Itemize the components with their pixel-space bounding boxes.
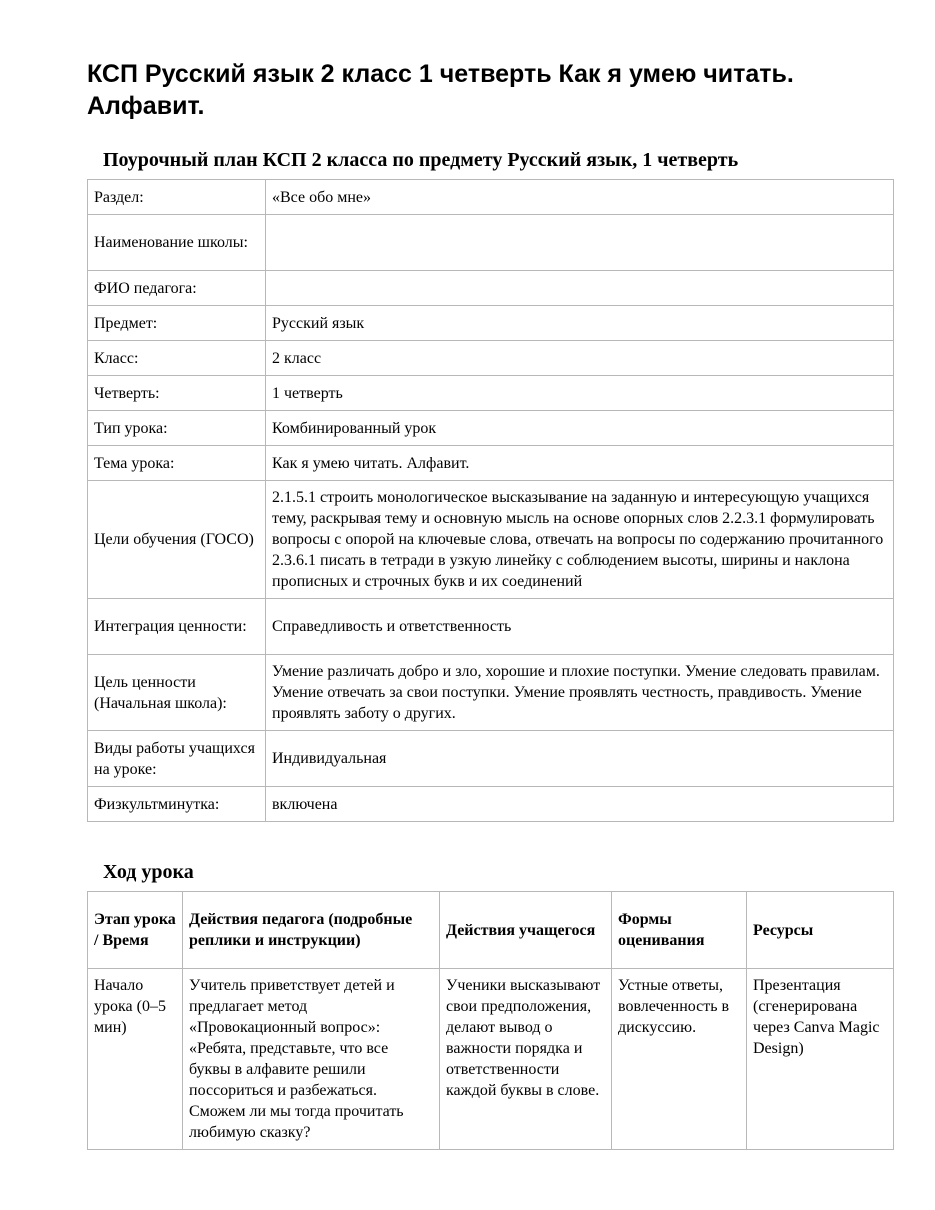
table-row [88, 969, 894, 1150]
document-title: КСП Русский язык 2 класс 1 четверть Как я умею читать. Алфавит. [87, 60, 794, 120]
row-label-value-goal: Цель ценности (Начальная школа): [88, 655, 266, 731]
row-label-lesson-type: Тип урока: [88, 411, 266, 446]
row-value-quarter: 1 четверть [266, 376, 894, 411]
row-value-lesson-type: Комбинированный урок [266, 411, 894, 446]
row-label-work-types: Виды работы учащихся на уроке: [88, 731, 266, 787]
row-value-section: «Все обо мне» [266, 180, 894, 215]
row-value-learning-goals: 2.1.5.1 строить монологическое высказывание на заданную и интересующую учащихся тему, раскрывая тему и основную мысль на основе опорных слов 2.2.3.1 формулировать вопросы с опорой на ключевые слова, отвечать на вопросы по содержанию прочитанного 2.3.6.1 писать в тетради в узкую линейку с соблюдением высоты, ширины и наклона прописных и строчных букв и их соединений [266, 481, 894, 599]
row-value-lesson-topic: Как я умею читать. Алфавит. [266, 446, 894, 481]
lesson-steps-table [87, 891, 894, 1150]
table-row [88, 411, 894, 446]
table-row [88, 341, 894, 376]
table-row [88, 271, 894, 306]
table-row [88, 655, 894, 731]
lesson-progress-heading: Ход урока [103, 861, 194, 883]
cell-teacher-actions: Учитель приветствует детей и предлагает метод «Провокационный вопрос»: «Ребята, представьте, что все буквы в алфавите решили поссориться и разбежаться. Сможем ли мы тогда прочитать любимую сказку? [183, 969, 440, 1150]
cell-assessment: Устные ответы, вовлеченность в дискуссию. [612, 969, 747, 1150]
row-label-section: Раздел: [88, 180, 266, 215]
row-label-physical-break: Физкультминутка: [88, 787, 266, 822]
row-value-value-goal: Умение различать добро и зло, хорошие и плохие поступки. Умение следовать правилам. Умение отвечать за свои поступки. Умение проявлять честность, правдивость. Умение проявлять заботу о других. [266, 655, 894, 731]
cell-stage: Начало урока (0–5 мин) [88, 969, 183, 1150]
row-value-subject: Русский язык [266, 306, 894, 341]
row-label-learning-goals: Цели обучения (ГОСО) [88, 481, 266, 599]
lesson-info-table [87, 179, 894, 822]
table-row [88, 787, 894, 822]
row-label-teacher: ФИО педагога: [88, 271, 266, 306]
cell-student-actions: Ученики высказывают свои предположения, делают вывод о важности порядка и ответственности каждой буквы в слове. [440, 969, 612, 1150]
row-label-subject: Предмет: [88, 306, 266, 341]
cell-resources: Презентация (сгенерирована через Canva Magic Design) [747, 969, 894, 1150]
row-label-grade: Класс: [88, 341, 266, 376]
table-row [88, 376, 894, 411]
row-label-lesson-topic: Тема урока: [88, 446, 266, 481]
row-label-school: Наименование школы: [88, 215, 266, 271]
table-row [88, 215, 894, 271]
table-row [88, 180, 894, 215]
header-teacher-actions: Действия педагога (подробные реплики и инструкции) [183, 892, 440, 969]
row-value-school [266, 215, 894, 271]
table-header-row [88, 892, 894, 969]
row-label-values-integration: Интеграция ценности: [88, 599, 266, 655]
table-row [88, 306, 894, 341]
row-value-values-integration: Справедливость и ответственность [266, 599, 894, 655]
table-row [88, 731, 894, 787]
header-student-actions: Действия учащегося [440, 892, 612, 969]
header-stage: Этап урока / Время [88, 892, 183, 969]
table-row [88, 599, 894, 655]
row-value-grade: 2 класс [266, 341, 894, 376]
header-resources: Ресурсы [747, 892, 894, 969]
table-row [88, 446, 894, 481]
header-assessment: Формы оценивания [612, 892, 747, 969]
plan-heading: Поурочный план КСП 2 класса по предмету Русский язык, 1 четверть [103, 149, 739, 171]
row-value-physical-break: включена [266, 787, 894, 822]
row-label-quarter: Четверть: [88, 376, 266, 411]
row-value-teacher [266, 271, 894, 306]
table-row [88, 481, 894, 599]
row-value-work-types: Индивидуальная [266, 731, 894, 787]
